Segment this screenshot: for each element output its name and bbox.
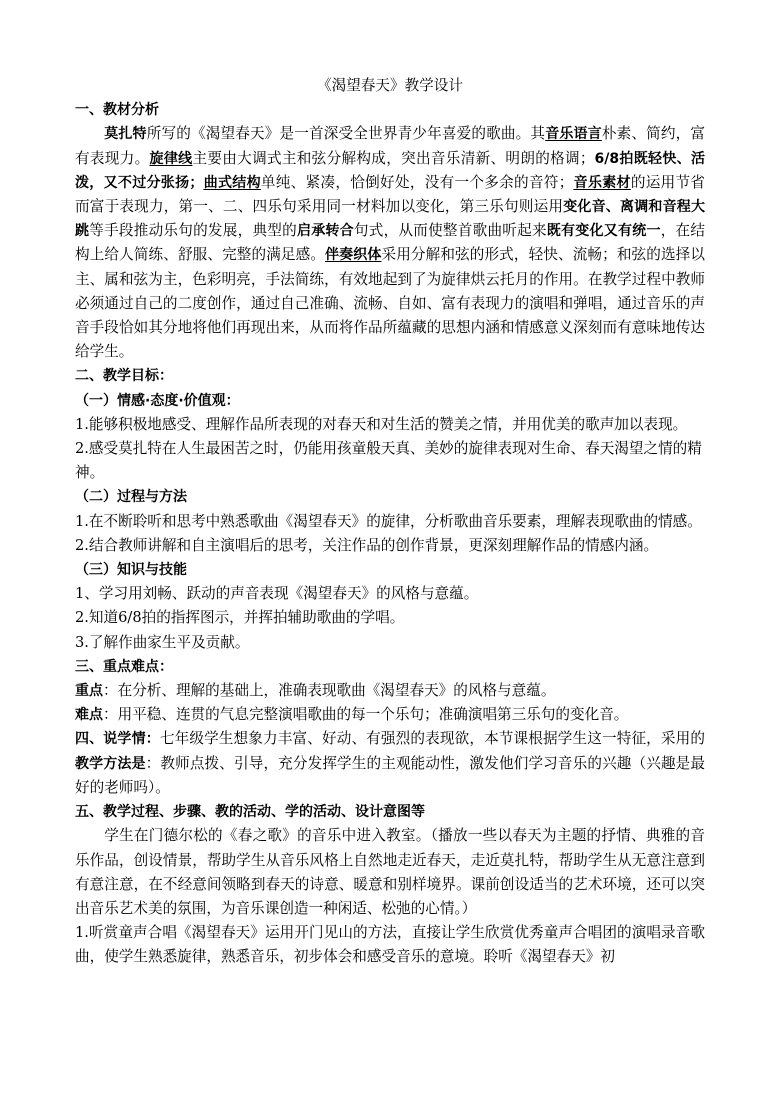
text-run: ：教师点拨、引导，充分发挥学生的主观能动性，激发他们学习音乐的兴趣（兴趣是最好的老师吗）。 <box>75 754 705 796</box>
section-heading-5: 五、教学过程、步骤、教的活动、学的活动、设计意图等 <box>75 804 425 821</box>
section-1-paragraph <box>75 122 705 364</box>
difficult-label: 难点 <box>75 707 103 724</box>
list-item: 3.了解作曲家生平及贡献。 <box>75 633 250 651</box>
subsection-heading: （一）情感·态度·价值观： <box>75 392 240 409</box>
section-5-paragraph: 学生在门德尔松的《春之歌》的音乐中进入教室。（播放一些以春天为主题的抒情、典雅的音乐作品，创设情景，帮助学生从音乐风格上自然地走近春天，走近莫扎特，帮助学生从无意注意到有意注意，在不经意间领略到春天的诗意、暖意和别样境界。课前创设适当的艺术环境，还可以突出音乐艺术美的氛围，为音乐课创造一种闲适、松弛的心情。） <box>75 827 705 917</box>
bold-term: 启承转合 <box>296 223 354 240</box>
underlined-term: 旋律线 <box>149 150 193 167</box>
text-run: 七年级学生想象力丰富、好动、有强烈的表现欲，本节课根据学生这一特征，采用的 <box>159 730 705 748</box>
underlined-term: 曲式结构 <box>203 174 261 191</box>
document-page <box>75 74 705 970</box>
bold-term: 6/8拍既轻快、活泼，又不过分张扬； <box>75 150 705 191</box>
method-label: 教学方法是 <box>75 755 146 772</box>
section-heading-3: 三、重点难点： <box>75 658 173 675</box>
bold-term: 莫扎特 <box>104 126 147 143</box>
underlined-term: 音乐语言 <box>545 126 602 143</box>
key-point <box>75 679 705 703</box>
list-item: 2.知道6/8拍的指挥图示，并挥拍辅助歌曲的学唱。 <box>75 609 405 627</box>
text-run: 采用分解和弦的形式，轻快、流畅；和弦的选择以主、属和弦为主，色彩明亮，手法简练，有效地起到了为旋律烘云托月的作用。在教学过程中教师必须通过自己的二度创作，通过自己准确、流畅、自如、富有表现力的演唱和弹唱，通过音乐的声音手段恰如其分地将他们再现出来，从而将作品所蕴藏的思想内涵和情感意义深刻而有意味地传达给学生。 <box>75 246 705 361</box>
key-label: 重点 <box>75 683 103 700</box>
underlined-term: 音乐素材 <box>573 174 631 191</box>
subsection-heading: （三）知识与技能 <box>75 562 187 579</box>
text-run: 句式，从而使整首歌曲听起来 <box>353 222 547 240</box>
underlined-term: 伴奏织体 <box>325 247 382 264</box>
text-run: 主要由大调式主和弦分解构成，突出音乐清新、明朗的格调； <box>192 149 595 167</box>
text-run: ，在结构上给人简练、舒服、完整的满足感。 <box>75 222 705 264</box>
text-run: 所写的《渴望春天》是一首深受全世界青少年喜爱的歌曲。其 <box>146 125 546 143</box>
section-heading-2: 二、教学目标： <box>75 368 173 385</box>
subsection-heading: （二）过程与方法 <box>75 489 187 506</box>
difficult-text: ：用平稳、连贯的气息完整演唱歌曲的每一个乐句；准确演唱第三乐句的变化音。 <box>103 706 629 724</box>
list-item: 2.结合教师讲解和自主演唱后的思考，关注作品的创作背景，更深刻理解作品的情感内涵。 <box>75 536 659 554</box>
section-heading-1: 一、教材分析 <box>75 102 159 119</box>
section-5-step-1: 1.听赏童声合唱《渴望春天》运用开门见山的方法，直接让学生欣赏优秀童声合唱团的演唱录音歌曲，使学生熟悉旋律，熟悉音乐，初步体会和感受音乐的意境。聆听《渴望春天》初 <box>75 924 705 966</box>
list-item: 1.在不断聆听和思考中熟悉歌曲《渴望春天》的旋律，分析歌曲音乐要素，理解表现歌曲的情感。 <box>75 512 702 530</box>
text-run: 朴素、简约，富有表现力。 <box>75 125 706 167</box>
text-run: 等手段推动乐句的发展，典型的 <box>89 222 297 240</box>
difficult-point <box>75 703 705 727</box>
list-item: 2.感受莫扎特在人生最困苦之时，仍能用孩童般天真、美妙的旋律表现对生命、春天渴望之情的精神。 <box>75 440 702 482</box>
list-item: 1.能够积极地感受、理解作品所表现的对春天和对生活的赞美之情，并用优美的歌声加以表现。 <box>75 415 688 433</box>
key-text: ：在分析、理解的基础上，准确表现歌曲《渴望春天》的风格与意蕴。 <box>103 682 556 700</box>
section-4-paragraph <box>75 727 705 800</box>
list-item: 1、学习用刘畅、跃动的声音表现《渴望春天》的风格与意蕴。 <box>75 585 479 603</box>
section-heading-4: 四、说学情： <box>75 731 160 748</box>
bold-term: 变化音、离调和音程大跳 <box>75 199 706 240</box>
bold-term: 既有变化又有统一 <box>546 223 661 240</box>
text-run: 单纯、紧凑，恰倒好处，没有一个多余的音符； <box>260 173 574 191</box>
document-title: 《渴望春天》教学设计 <box>317 77 463 94</box>
text-run: 的运用节省而富于表现力，第一、二、四乐句采用同一材料加以变化，第三乐句则运用 <box>75 173 706 216</box>
